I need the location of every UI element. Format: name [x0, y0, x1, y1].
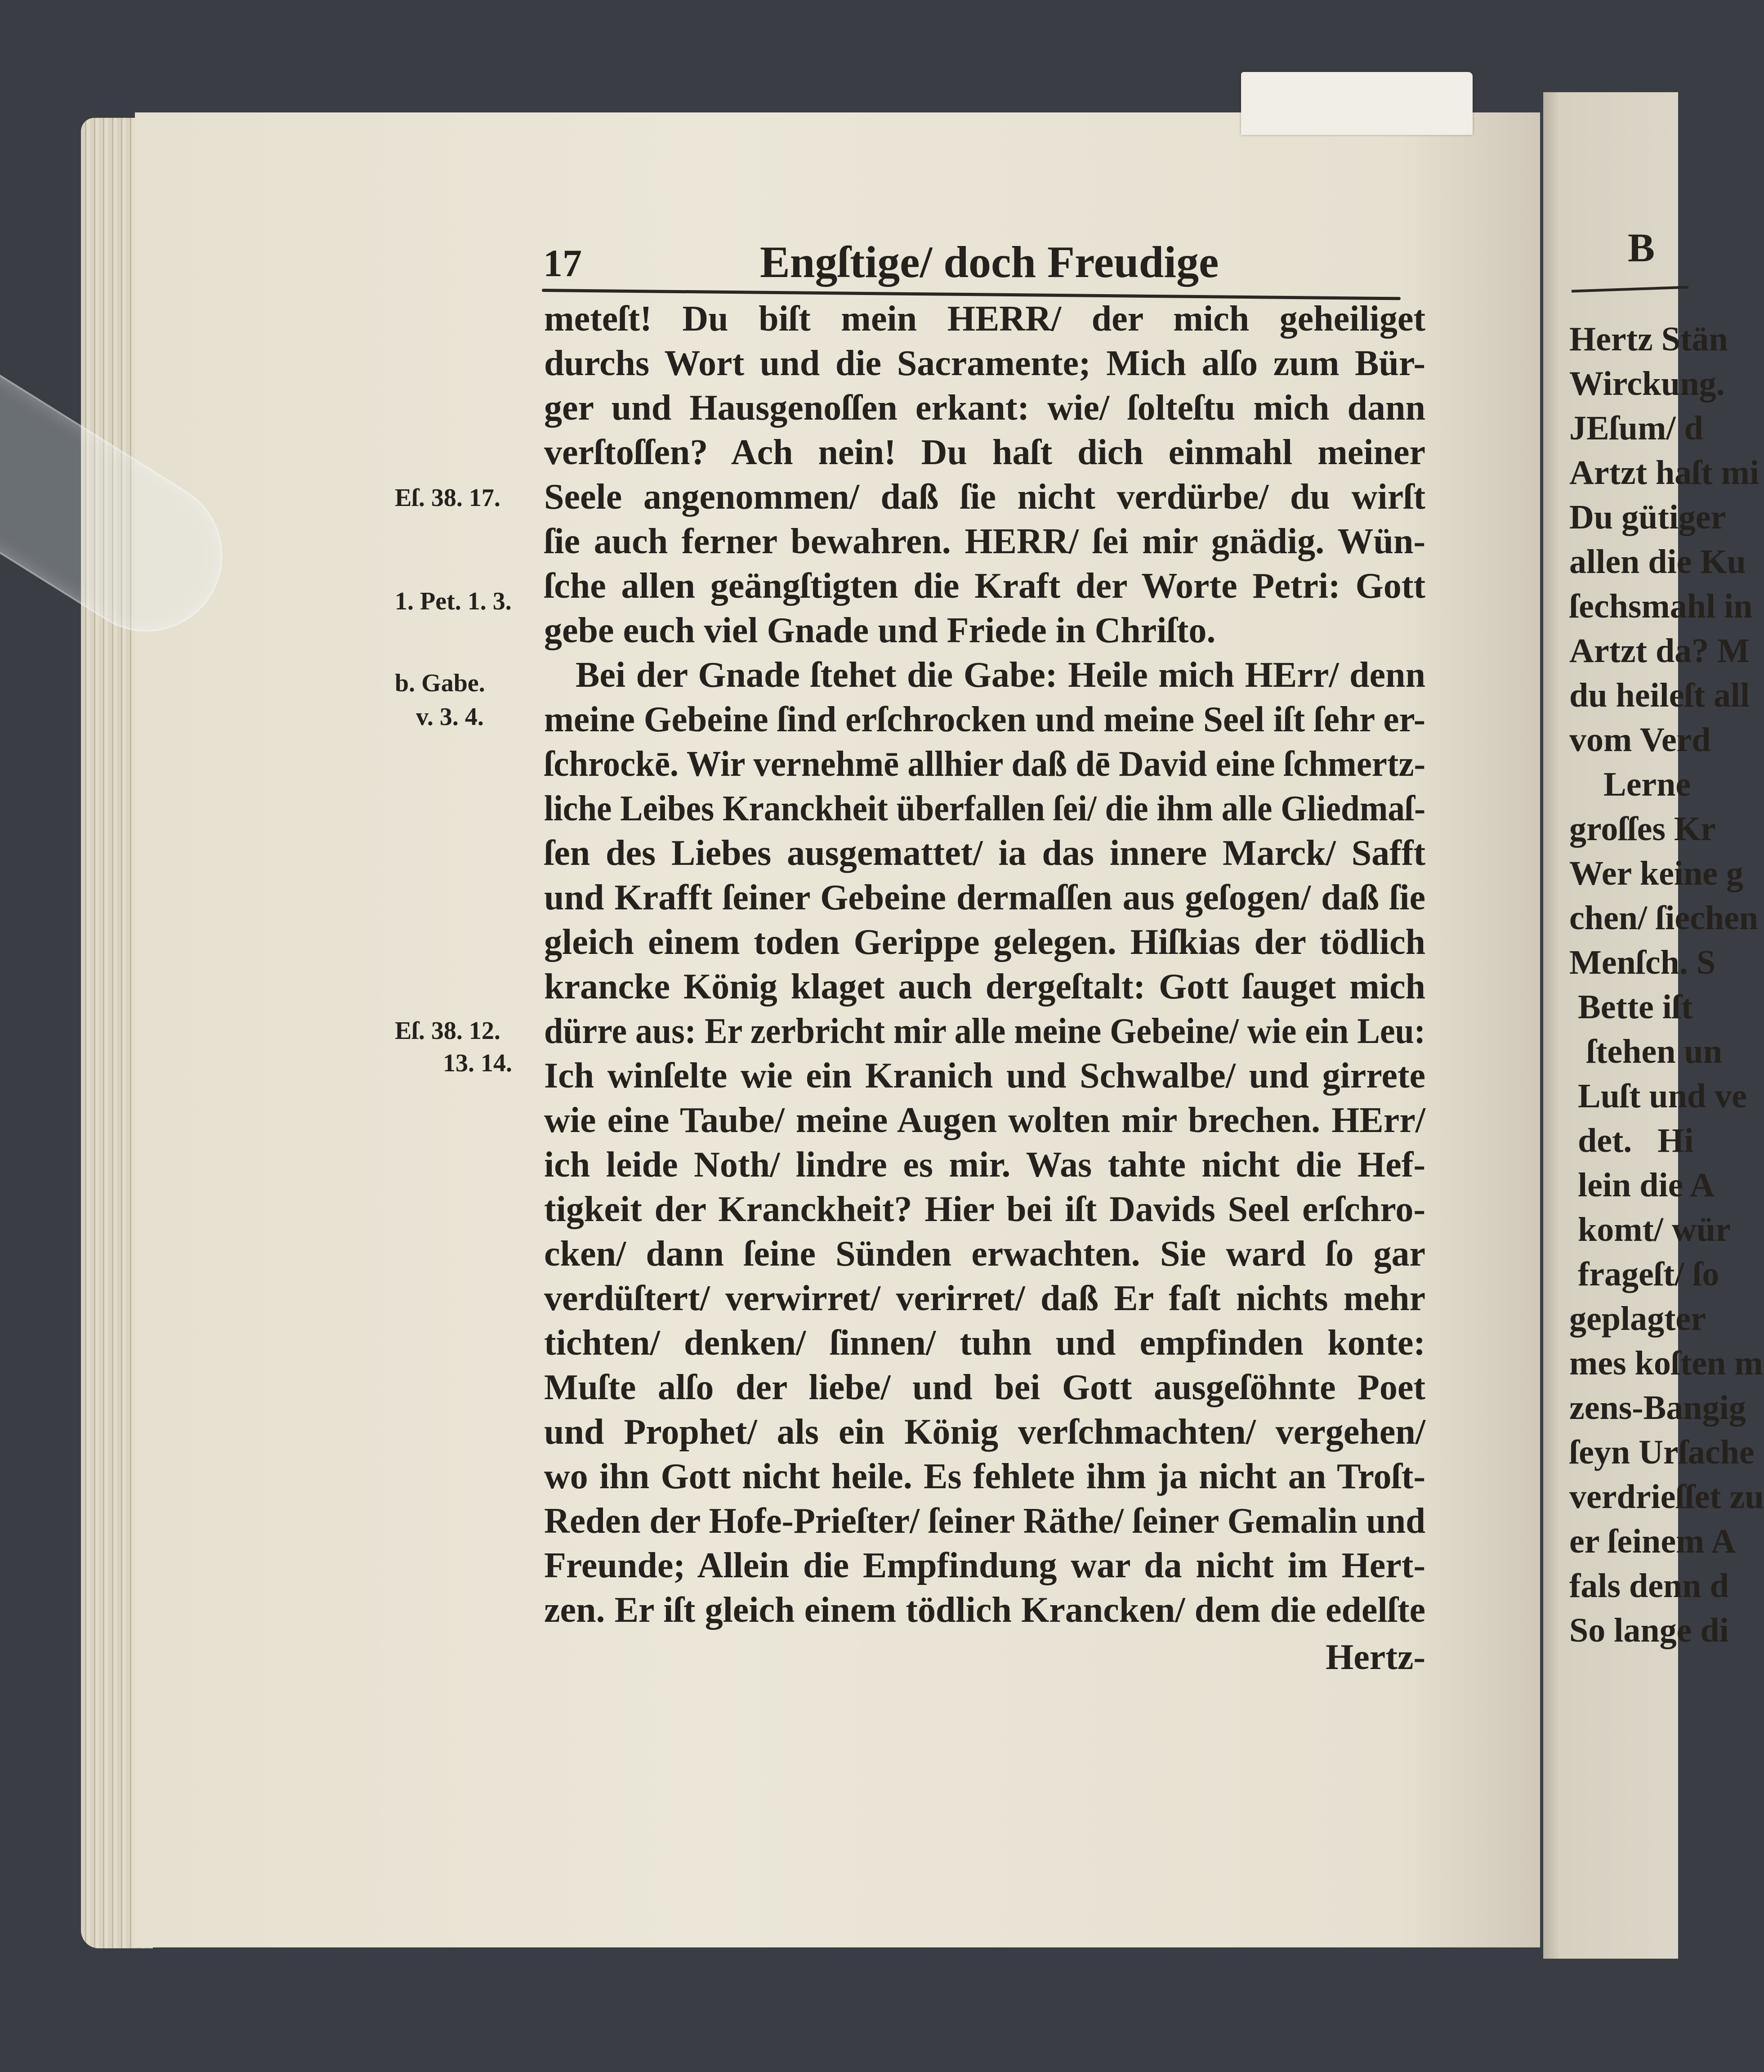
right-text-line: er ſeinem A — [1569, 1522, 1736, 1560]
text-line-content: meine Gebeine ſind erſchrocken und meine Seel iſt ſehr er- — [544, 700, 1425, 739]
margin-note: Eſ. 38. 17. — [395, 484, 500, 512]
text-line-content: wie eine Taube/ meine Augen wolten mir brechen. HErr/ — [544, 1101, 1425, 1140]
text-line-content: Reden der Hofe-Prieſter/ ſeiner Räthe/ ſeiner Gemalin und — [544, 1501, 1425, 1541]
page-number: 17 — [543, 242, 582, 285]
right-text-line: mes koſten m — [1569, 1344, 1763, 1382]
right-text-line: geplagter — [1569, 1300, 1706, 1338]
text-line — [544, 475, 1425, 519]
text-line-content: Ich winſelte wie ein Kranich und Schwalbe/ und girrete — [544, 1056, 1425, 1096]
text-line — [544, 1187, 1425, 1232]
text-line-content: liche Leibes Kranckheit überfallen ſei/ die ihm alle Gliedmaſ- — [544, 789, 1425, 828]
text-line-content: ſche allen geängſtigten die Kraft der Worte Petri: Gott — [544, 566, 1425, 606]
right-text-line: Du gütiger — [1569, 498, 1726, 536]
right-text-line: Artzt haſt mi — [1569, 454, 1760, 492]
running-title: Engſtige/ doch Freudige — [760, 237, 1219, 287]
right-text-line: lein die A — [1569, 1166, 1715, 1204]
text-line — [544, 1009, 1425, 1054]
text-line — [544, 1454, 1425, 1499]
right-text-line: Lerne — [1569, 765, 1691, 803]
text-line — [544, 653, 1425, 698]
text-line — [544, 965, 1425, 1009]
text-line-content: gleich einem toden Gerippe gelegen. Hiſkias der tödlich — [544, 922, 1425, 962]
right-text-line: komt/ wür — [1569, 1211, 1731, 1249]
text-line-content: ſen des Liebes ausgemattet/ ia das innere Marck/ Safft — [544, 833, 1425, 873]
text-line — [544, 742, 1425, 787]
right-text-line: chen/ ſiechen — [1569, 899, 1759, 937]
text-line-content: durchs Wort und die Sacramente; Mich alſo zum Bür- — [544, 344, 1425, 383]
text-line-content: ſchrockē. Wir vernehmē allhier daß dē David eine ſchmertz- — [544, 744, 1425, 784]
right-text-line: allen die Ku — [1569, 543, 1746, 581]
margin-note: 1. Pet. 1. 3. — [395, 587, 512, 615]
right-text-line: Menſch. S — [1569, 944, 1716, 981]
margin-note: b. Gabe. — [395, 669, 485, 697]
text-line — [544, 698, 1425, 742]
margin-note: 13. 14. — [443, 1049, 512, 1077]
text-line-content: ſie auch ferner bewahren. HERR/ ſei mir gnädig. Wün- — [544, 522, 1425, 561]
right-text-line: ſeyn Urſache — [1569, 1433, 1755, 1471]
catchword: Hertz- — [1325, 1638, 1425, 1677]
text-line — [544, 1054, 1425, 1098]
text-line — [544, 1544, 1425, 1588]
text-line-content: verdüſtert/ verwirret/ verirret/ daß Er faſt nichts mehr — [544, 1279, 1425, 1318]
right-text-line: Wer keine g — [1569, 855, 1744, 892]
right-text-line: Bette iſt — [1569, 988, 1693, 1026]
text-line — [544, 430, 1425, 475]
text-line-content: dürre aus: Er zerbricht mir alle meine Gebeine/ wie ein Leu: — [544, 1011, 1425, 1051]
text-line-content: Bei der Gnade ſtehet die Gabe: Heile mich HErr/ denn — [576, 655, 1425, 695]
right-text-line: du heileſt all — [1569, 676, 1750, 714]
right-running-head: B — [1628, 226, 1655, 270]
text-line-content: Muſte alſo der liebe/ und bei Gott ausgeſöhnte Poet — [544, 1368, 1425, 1407]
text-line-content: krancke König klaget auch dergeſtalt: Gott ſauget mich — [544, 967, 1425, 1007]
right-text-line: Hertz Stän — [1569, 320, 1728, 358]
text-line — [544, 1365, 1425, 1410]
text-line-content: ich leide Noth/ lindre es mir. Was tahte nicht die Hef- — [544, 1145, 1425, 1185]
text-line — [544, 1321, 1425, 1365]
right-text-line: ſtehen un — [1569, 1033, 1722, 1070]
text-line-content: und Krafft ſeiner Gebeine dermaſſen aus geſogen/ daß ſie — [544, 878, 1425, 917]
text-line — [544, 1410, 1425, 1454]
text-line — [544, 1143, 1425, 1187]
right-text-line: groſſes Kr — [1569, 810, 1716, 848]
text-line-content: wo ihn Gott nicht heile. Es fehlete ihm ja nicht an Troſt- — [544, 1457, 1425, 1496]
text-line — [544, 787, 1425, 831]
right-page-text — [1569, 317, 1764, 1653]
text-line-content: meteſt! Du biſt mein HERR/ der mich geheiliget — [544, 299, 1425, 339]
text-line — [544, 386, 1425, 430]
text-line-content: tigkeit der Kranckheit? Hier bei iſt Davids Seel erſchro- — [544, 1190, 1425, 1229]
right-text-line: frageſt/ ſo — [1569, 1255, 1719, 1293]
text-line — [544, 609, 1425, 653]
text-line-content: und Prophet/ als ein König verſchmachten/ vergehen/ — [544, 1412, 1425, 1452]
text-line — [544, 341, 1425, 386]
margin-note: v. 3. 4. — [416, 703, 484, 731]
right-text-line: Wirckung. — [1569, 365, 1725, 403]
text-line — [544, 564, 1425, 609]
right-text-line: ſechsmahl in — [1569, 587, 1753, 625]
margin-note: Eſ. 38. 12. — [395, 1017, 500, 1045]
right-text-line: JEſum/ d — [1569, 409, 1703, 447]
text-line — [544, 519, 1425, 564]
text-line-content: verſtoſſen? Ach nein! Du haſt dich einmahl meiner — [544, 433, 1425, 472]
right-text-line: det. Hi — [1569, 1122, 1694, 1159]
text-line — [544, 1276, 1425, 1321]
text-line — [544, 876, 1425, 920]
text-line-content: gebe euch viel Gnade und Friede in Chriſto. — [544, 611, 1216, 650]
right-text-line: Luſt und ve — [1569, 1077, 1747, 1115]
text-line-content: Freunde; Allein die Empfindung war da nicht im Hert- — [544, 1546, 1425, 1585]
right-text-line: vom Verd — [1569, 721, 1711, 759]
text-line — [544, 1588, 1425, 1633]
right-text-line: fals denn d — [1569, 1567, 1729, 1605]
text-line — [544, 831, 1425, 876]
text-line — [544, 920, 1425, 965]
right-text-line: Artzt da? M — [1569, 632, 1750, 670]
text-line — [544, 297, 1425, 341]
text-line-content: ger und Hausgenoſſen erkant: wie/ ſolteſtu mich dann — [544, 388, 1425, 428]
text-line-content: Seele angenommen/ daß ſie nicht verdürbe/ du wirſt — [544, 477, 1425, 517]
right-text-line: verdrieſſet zu — [1569, 1478, 1764, 1516]
text-line-content: zen. Er iſt gleich einem tödlich Krancken/ dem die edelſte — [544, 1590, 1425, 1630]
text-line — [544, 1098, 1425, 1143]
text-line-content: cken/ dann ſeine Sünden erwachten. Sie ward ſo gar — [544, 1234, 1425, 1274]
text-line-content: tichten/ denken/ ſinnen/ tuhn und empfinden konte: — [544, 1323, 1425, 1363]
right-page — [1543, 92, 1764, 1959]
body-text — [544, 297, 1425, 1633]
text-line — [544, 1499, 1425, 1544]
right-text-line: So lange di — [1569, 1611, 1729, 1649]
text-line — [544, 1232, 1425, 1276]
paper-tab-marker — [1241, 72, 1473, 135]
right-text-line: zens-Bangig — [1569, 1389, 1746, 1427]
